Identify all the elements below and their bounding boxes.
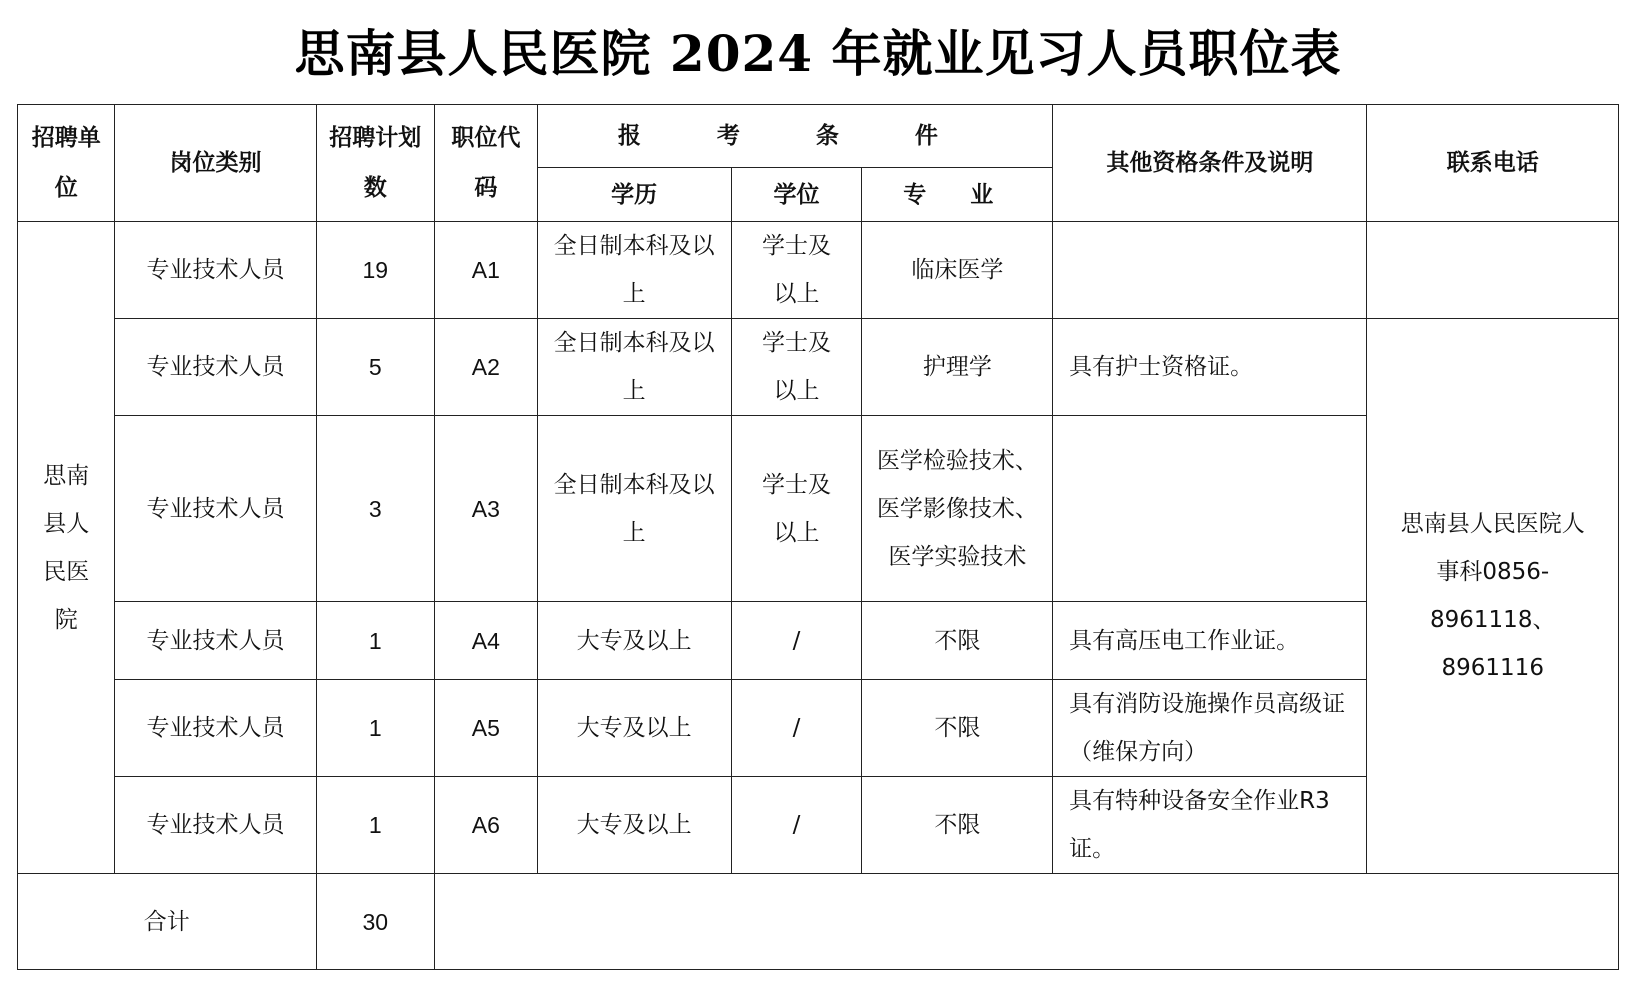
category-cell: 专业技术人员 (115, 416, 316, 602)
other-cell: 具有高压电工作业证。 (1053, 602, 1367, 680)
unit-name-cell: 思南县人民医院 (18, 222, 115, 874)
header-plan-count: 招聘计划数 (316, 105, 434, 222)
code-cell: A1 (435, 222, 538, 319)
table-row (18, 222, 1619, 319)
total-label: 合计 (18, 874, 317, 970)
major-cell: 不限 (862, 777, 1053, 874)
header-degree: 学位 (731, 168, 862, 222)
degree-cell: 学士及以上 (731, 319, 862, 416)
other-cell (1053, 416, 1367, 602)
page-title: 思南县人民医院 2024 年就业见习人员职位表 (294, 24, 1342, 83)
header-education: 学历 (537, 168, 731, 222)
major-cell: 护理学 (862, 319, 1053, 416)
major-cell: 临床医学 (862, 222, 1053, 319)
count-cell: 5 (316, 319, 434, 416)
count-cell: 1 (316, 777, 434, 874)
education-cell: 全日制本科及以上 (537, 319, 731, 416)
category-cell: 专业技术人员 (115, 602, 316, 680)
code-cell: A3 (435, 416, 538, 602)
contact-cell: 思南县人民医院人事科0856-8961118、8961116 (1367, 319, 1619, 874)
major-cell: 不限 (862, 680, 1053, 777)
other-cell: 具有护士资格证。 (1053, 319, 1367, 416)
header-other: 其他资格条件及说明 (1053, 105, 1367, 222)
total-count: 30 (316, 874, 434, 970)
category-cell: 专业技术人员 (115, 680, 316, 777)
header-category: 岗位类别 (115, 105, 316, 222)
education-cell: 全日制本科及以上 (537, 416, 731, 602)
position-table (17, 104, 1619, 970)
education-cell: 全日制本科及以上 (537, 222, 731, 319)
degree-cell: / (731, 602, 862, 680)
degree-cell: 学士及以上 (731, 222, 862, 319)
education-cell: 大专及以上 (537, 680, 731, 777)
count-cell: 1 (316, 680, 434, 777)
category-cell: 专业技术人员 (115, 777, 316, 874)
header-phone: 联系电话 (1367, 105, 1619, 222)
phone-empty-cell (1367, 222, 1619, 319)
code-cell: A4 (435, 602, 538, 680)
other-cell: 具有消防设施操作员高级证（维保方向） (1053, 680, 1367, 777)
total-empty-cell (435, 874, 1619, 970)
other-cell (1053, 222, 1367, 319)
count-cell: 19 (316, 222, 434, 319)
major-cell: 不限 (862, 602, 1053, 680)
code-cell: A6 (435, 777, 538, 874)
education-cell: 大专及以上 (537, 777, 731, 874)
table-row (18, 319, 1619, 416)
code-cell: A5 (435, 680, 538, 777)
degree-cell: / (731, 680, 862, 777)
other-cell: 具有特种设备安全作业R3证。 (1053, 777, 1367, 874)
header-major: 专 业 (862, 168, 1053, 222)
header-unit: 招聘单位 (18, 105, 115, 222)
category-cell: 专业技术人员 (115, 319, 316, 416)
major-cell: 医学检验技术、医学影像技术、医学实验技术 (862, 416, 1053, 602)
total-row (18, 874, 1619, 970)
education-cell: 大专及以上 (537, 602, 731, 680)
count-cell: 3 (316, 416, 434, 602)
degree-cell: / (731, 777, 862, 874)
code-cell: A2 (435, 319, 538, 416)
count-cell: 1 (316, 602, 434, 680)
header-conditions: 报 考 条 件 (537, 105, 1052, 168)
category-cell: 专业技术人员 (115, 222, 316, 319)
degree-cell: 学士及以上 (731, 416, 862, 602)
header-code: 职位代码 (435, 105, 538, 222)
